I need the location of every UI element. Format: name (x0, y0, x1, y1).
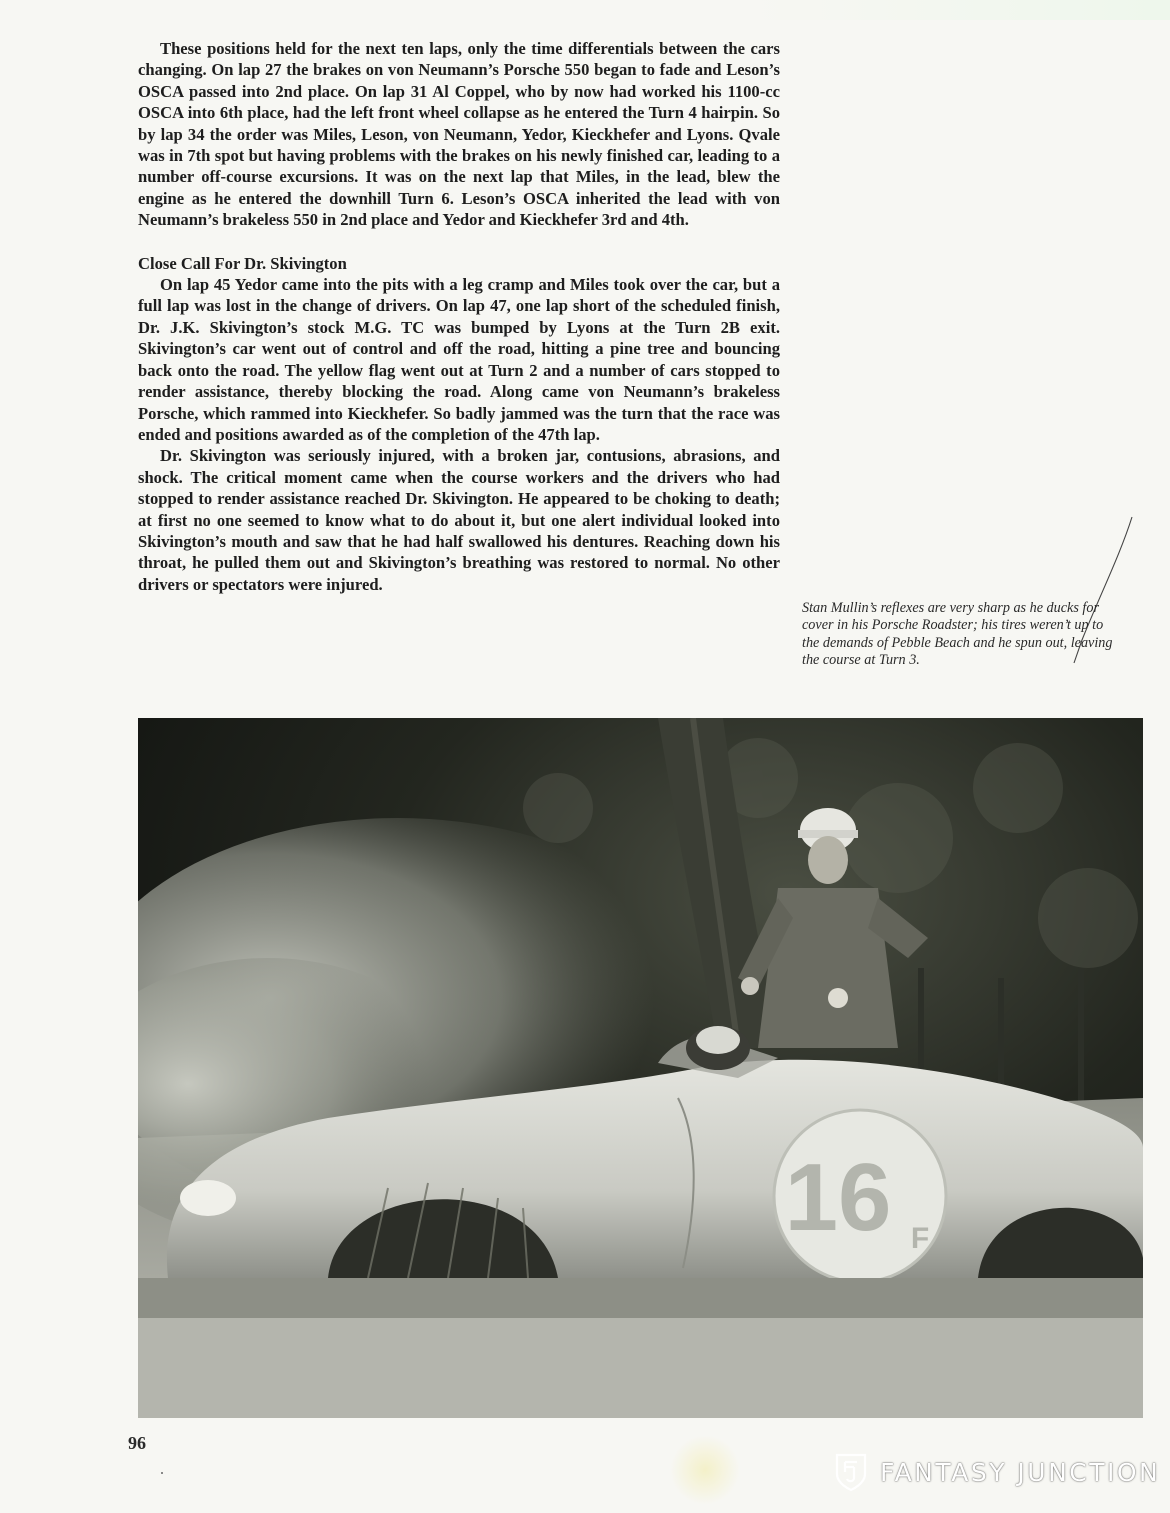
article-paragraph: On lap 45 Yedor came into the pits with a leg cramp and Miles took over the car, but a full lap was lost in the change of drivers. On lap 47, one lap short of the scheduled finish, Dr. J.K. Skivington’s stock M.G. TC was bumped by Lyons at the Turn 2B exit. Skivington’s car went out of control and off the road, hitting a pine tree and bouncing back onto the road. The yellow flag went out at Turn 2 and a number of cars stopped to render assistance, thereby blocking the road. Along came von Neumann’s brakeless Porsche, which rammed into Kieckhefer. So badly jammed was the turn that the race was ended and positions awarded as of the completion of the 47th lap. (138, 275, 780, 444)
page-edge-tint (750, 0, 1170, 20)
car-number-suffix: F (910, 1222, 930, 1255)
section-heading: Close Call For Dr. Skivington (138, 253, 347, 273)
article-paragraph: These positions held for the next ten laps, only the time differentials between the cars changing. On lap 27 the brakes on von Neumann’s Porsche 550 began to fade and Leson’s OSCA passed into 2nd place. On lap 31 Al Coppel, who by now had worked his 1100-cc OSCA into 6th place, had the left front wheel collapse as he entered the Turn 4 hairpin. So by lap 34 the order was Miles, Leson, von Neumann, Yedor, Kieckhefer and Lyons. Qvale was in 7th spot but having problems with the brakes on his newly finished car, leading to a number off-course excursions. It was on the next lap that Miles, in the lead, blew the engine as he entered the downhill Turn 6. Leson’s OSCA inherited the lead with von Neumann’s brakeless 550 in 2nd place and Yedor and Kieckhefer 3rd and 4th. (138, 39, 780, 230)
paper-stain (670, 1435, 740, 1505)
article-body (138, 38, 780, 595)
fantasy-junction-logo-icon (834, 1452, 868, 1492)
page-number: 96 (128, 1433, 146, 1453)
watermark-text: FANTASY JUNCTION (880, 1457, 1161, 1487)
race-photo (138, 718, 1143, 1418)
photo-caption: Stan Mullin’s reflexes are very sharp as he ducks for cover in his Porsche Roadster; his tires weren’t up to the demands of Pebble Beach and he spun out, leaving the course at Turn 3. (802, 600, 1113, 668)
car-number: 16 (784, 1144, 892, 1251)
watermark (834, 1450, 1160, 1494)
article-paragraph: Dr. Skivington was seriously injured, with a broken jar, contusions, abrasions, and shock. The critical moment came when the course workers and the drivers who had stopped to render assistance reached Dr. Skivington. He appeared to be choking to death; at first no one seemed to know what to do about it, but one alert individual looked into Skivington’s mouth and saw that he had half swallowed his dentures. Reaching down his throat, he pulled them out and Skivington’s breathing was restored to normal. No other drivers or spectators were injured. (138, 446, 780, 594)
stray-dot (161, 1472, 163, 1474)
